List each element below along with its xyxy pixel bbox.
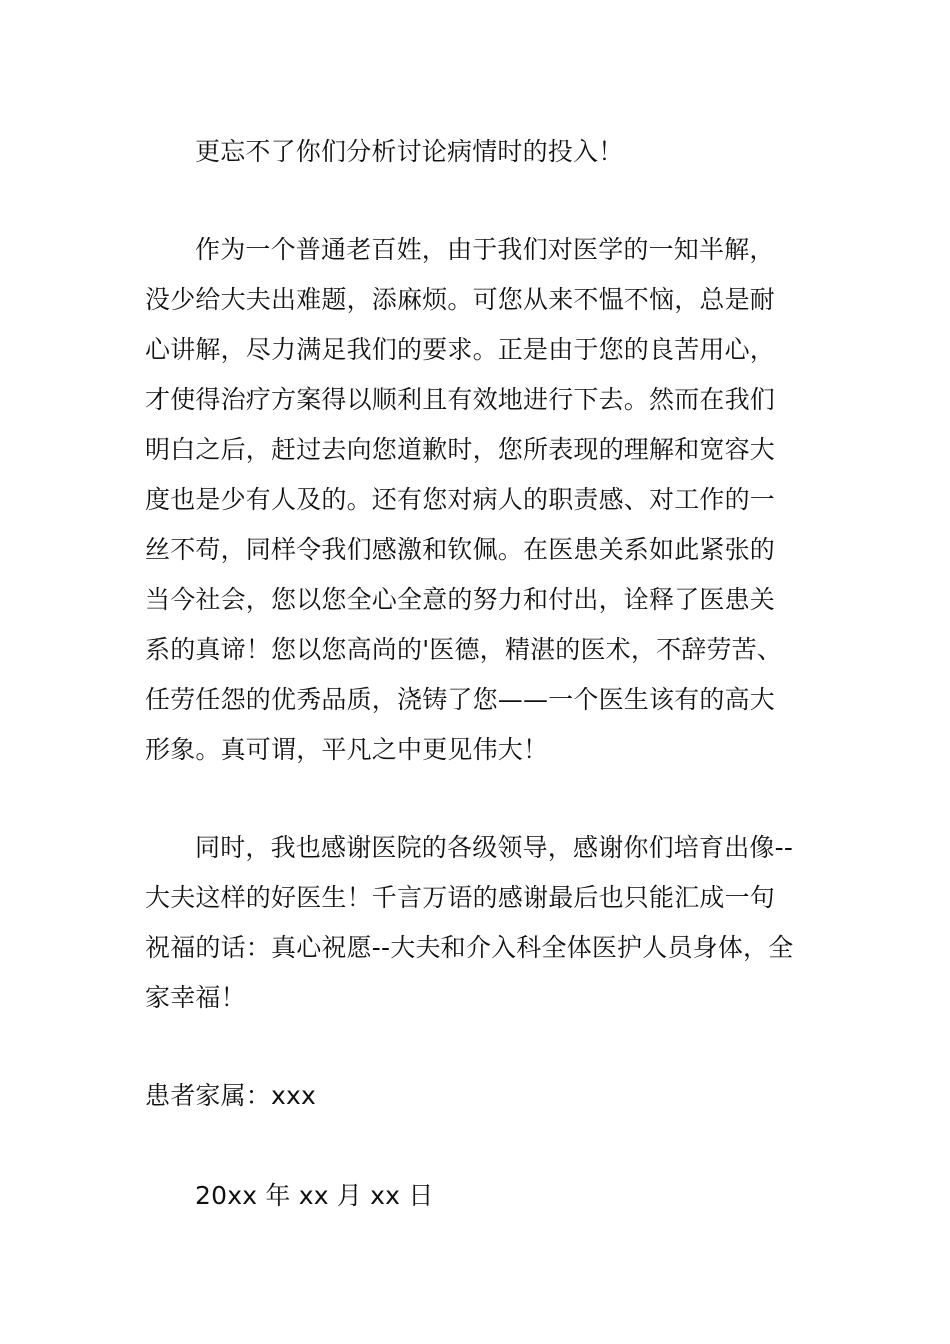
- date-line: 20xx 年 xx 月 xx 日: [195, 1181, 434, 1210]
- paragraph-2-line-1: 作为一个普通老百姓，由于我们对医学的一知半解，: [195, 235, 775, 264]
- paragraph-2-line-9: 系的真谛！您以您高尚的'医德，精湛的医术，不辞劳苦、: [145, 635, 783, 664]
- paragraph-1-line-1: 更忘不了你们分析讨论病情时的投入！: [195, 137, 624, 166]
- paragraph-2-line-7: 丝不苟，同样令我们感激和钦佩。在医患关系如此紧张的: [145, 535, 776, 564]
- paragraph-2-line-3: 心讲解，尽力满足我们的要求。正是由于您的良苦用心，: [145, 335, 776, 364]
- paragraph-3-line-2: 大夫这样的好医生！千言万语的感谢最后也只能汇成一句: [145, 883, 776, 912]
- paragraph-2-line-8: 当今社会，您以您全心全意的努力和付出，诠释了医患关: [145, 585, 776, 614]
- paragraph-2-line-6: 度也是少有人及的。还有您对病人的职责感、对工作的一: [145, 485, 776, 514]
- paragraph-3-line-4: 家幸福！: [145, 983, 246, 1012]
- signature-line: 患者家属：xxx: [145, 1081, 316, 1110]
- paragraph-3-line-1: 同时，我也感谢医院的各级领导，感谢你们培育出像--: [195, 833, 794, 862]
- paragraph-2-line-5: 明白之后，赶过去向您道歉时，您所表现的理解和宽容大: [145, 435, 776, 464]
- paragraph-2-line-2: 没少给大夫出难题，添麻烦。可您从来不愠不恼，总是耐: [145, 285, 776, 314]
- paragraph-2-line-11: 形象。真可谓，平凡之中更见伟大！: [145, 735, 549, 764]
- paragraph-2-line-4: 才使得治疗方案得以顺利且有效地进行下去。然而在我们: [145, 385, 776, 414]
- paragraph-2-line-10: 任劳任怨的优秀品质，浇铸了您——一个医生该有的高大: [145, 685, 776, 714]
- paragraph-3-line-3: 祝福的话：真心祝愿--大夫和介入科全体医护人员身体，全: [145, 933, 794, 962]
